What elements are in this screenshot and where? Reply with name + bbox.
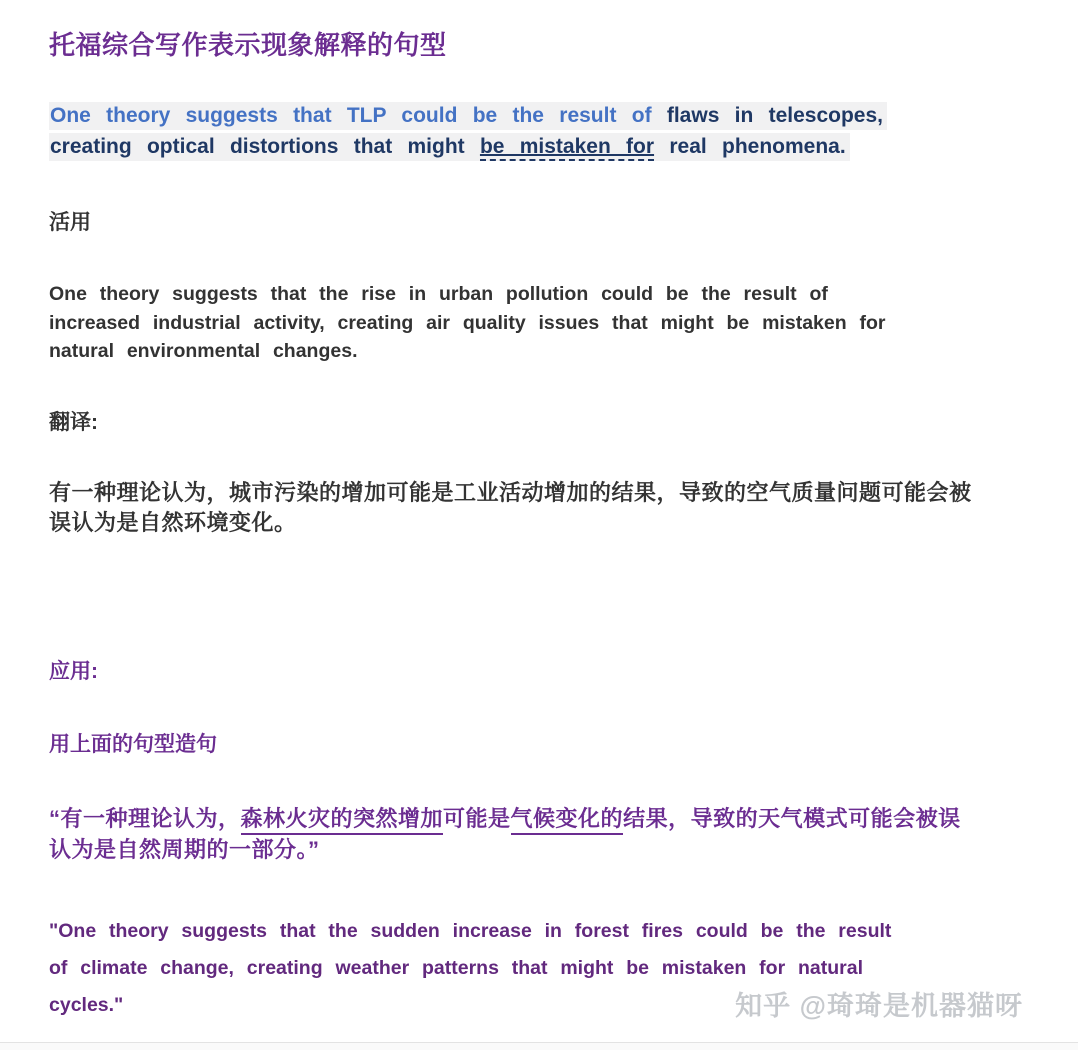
pattern-sentence-line-2	[49, 131, 1020, 162]
application-en-line-1: "One theory suggests that the sudden increase in forest fires could be the result	[49, 919, 892, 942]
pattern-dark-segment: flaws in telescopes,	[651, 104, 883, 127]
app-cn-tail: 结果，导致的天气模式可能会被误	[623, 805, 961, 831]
zhihu-watermark: 知乎 @琦琦是机器猫呀	[735, 991, 1023, 1021]
application-heading: 应用:	[49, 659, 98, 683]
usage-heading: 活用	[49, 211, 91, 234]
usage-line-2: increased industrial activity, creating air quality issues that might be mistaken for	[49, 311, 886, 334]
usage-paragraph	[49, 280, 1020, 366]
app-cn-underline-1: 森林火灾的突然增加	[241, 806, 444, 835]
usage-line-1: One theory suggests that the rise in urban pollution could be the result of	[49, 283, 828, 305]
page-title: 托福综合写作表示现象解释的句型	[49, 30, 447, 60]
application-chinese-sentence	[49, 803, 1020, 865]
pattern-line2-pre: creating optical distortions that might	[50, 135, 480, 158]
application-cn-line-2: 认为是自然周期的一部分。”	[49, 836, 320, 862]
application-en-line-2: of climate change, creating weather patterns that might be mistaken for natural	[49, 956, 864, 979]
application-cn-line-1	[49, 803, 1020, 834]
pattern-line2-post: real phenomena.	[654, 135, 846, 158]
application-en-line-3: cycles."	[49, 993, 124, 1016]
app-cn-open: “有一种理论认为，	[49, 805, 241, 831]
translation-paragraph	[49, 478, 1020, 538]
pattern-sentence-line-1	[49, 100, 1020, 131]
app-cn-mid: 可能是	[443, 805, 511, 831]
pattern-underlined-phrase: be mistaken for	[480, 135, 654, 161]
translation-line-1: 有一种理论认为，城市污染的增加可能是工业活动增加的结果，导致的空气质量问题可能会被	[49, 479, 972, 505]
app-cn-underline-2: 气候变化的	[511, 806, 624, 835]
translation-line-2: 误认为是自然环境变化。	[49, 509, 297, 535]
pattern-sentence	[49, 100, 1020, 162]
translation-heading: 翻译:	[49, 410, 98, 434]
pattern-blue-segment: One theory suggests that TLP could be the result of	[50, 104, 652, 127]
bottom-strip	[0, 1043, 1078, 1050]
application-subheading: 用上面的句型造句	[49, 732, 217, 756]
usage-line-3: natural environmental changes.	[49, 340, 358, 362]
